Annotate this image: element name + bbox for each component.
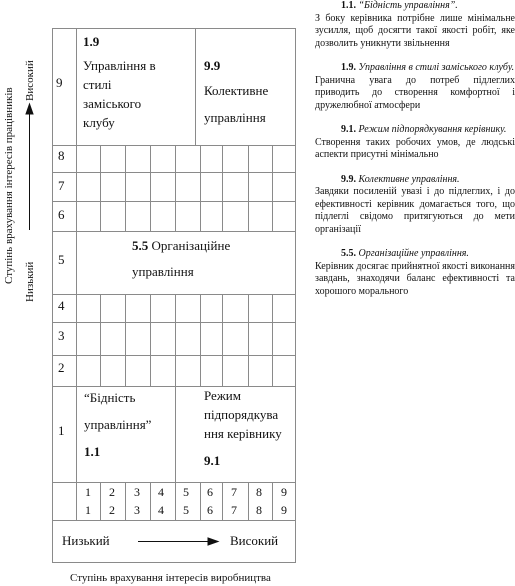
cell-1-9-line3: заміського bbox=[83, 96, 142, 111]
legend-1-1-code: 1.1. bbox=[341, 0, 356, 11]
legend-item-1-1 bbox=[315, 0, 515, 50]
x-axis-low-label: Низький bbox=[62, 533, 110, 548]
x-axis-caption: Ступінь врахування інтересів виробництва bbox=[70, 572, 271, 584]
legend bbox=[315, 0, 515, 310]
x-tick-1a: 1 bbox=[85, 485, 91, 499]
y-label-2: 2 bbox=[58, 360, 65, 375]
y-label-8: 8 bbox=[58, 148, 65, 163]
cell-5-5 bbox=[132, 236, 230, 281]
x-tick-6b: 6 bbox=[207, 503, 213, 517]
legend-9-9-title: Колективне управління. bbox=[358, 173, 460, 185]
legend-5-5-title: Організаційне управління. bbox=[358, 248, 469, 259]
cell-1-9-line4: клубу bbox=[83, 115, 115, 130]
cell-5-5-line2: управління bbox=[132, 264, 194, 279]
y-axis-high-label: Високий bbox=[24, 60, 36, 101]
x-tick-4a: 4 bbox=[158, 485, 164, 499]
x-tick-2b: 2 bbox=[109, 503, 115, 517]
x-tick-3b: 3 bbox=[134, 503, 140, 517]
legend-item-9-9 bbox=[315, 174, 515, 237]
legend-9-1-code: 9.1. bbox=[341, 124, 356, 135]
cell-9-9-line2: управління bbox=[204, 110, 266, 125]
y-label-6: 6 bbox=[58, 207, 65, 222]
legend-1-9-code: 1.9. bbox=[341, 62, 356, 73]
x-tick-9a: 9 bbox=[281, 485, 287, 499]
y-label-7: 7 bbox=[58, 178, 65, 193]
y-axis-caption: Ступінь врахування інтересів працівників bbox=[3, 87, 15, 284]
cell-9-9-line1: Колективне bbox=[204, 83, 269, 98]
legend-item-1-9 bbox=[315, 62, 515, 112]
legend-item-5-5 bbox=[315, 248, 515, 298]
x-tick-8b: 8 bbox=[256, 503, 262, 517]
cell-1-1 bbox=[84, 388, 151, 461]
legend-1-1-title: “Бідність управління”. bbox=[358, 0, 458, 11]
x-tick-7b: 7 bbox=[231, 503, 237, 517]
y-label-4: 4 bbox=[58, 298, 65, 313]
cell-5-5-line1 bbox=[132, 236, 230, 255]
x-tick-5a: 5 bbox=[183, 485, 189, 499]
x-tick-3a: 3 bbox=[134, 485, 140, 499]
legend-item-9-1 bbox=[315, 124, 515, 162]
cell-9-1-line1: Режим bbox=[204, 388, 241, 403]
cell-1-9 bbox=[83, 32, 156, 132]
legend-5-5-code: 5.5. bbox=[341, 248, 356, 259]
x-tick-4b: 4 bbox=[158, 503, 164, 517]
x-tick-1b: 1 bbox=[85, 503, 91, 517]
cell-1-9-line1: Управління в bbox=[83, 58, 156, 73]
x-axis-high-label: Високий bbox=[230, 533, 279, 548]
cell-9-9 bbox=[204, 56, 268, 127]
cell-1-1-line1: “Бідність bbox=[84, 390, 136, 405]
cell-1-1-line2: управління” bbox=[84, 417, 152, 432]
cell-1-9-line2: стилі bbox=[83, 77, 112, 92]
x-axis-arrow bbox=[138, 538, 218, 545]
cell-1-9-code: 1.9 bbox=[83, 34, 100, 49]
cell-9-1 bbox=[204, 386, 282, 470]
legend-9-9-body: Завдяки посиленій увазі і до підлеглих, і до ефективності керівник домагається того, що підлеглі свідомо притягуються до мети організації bbox=[315, 186, 515, 235]
legend-9-1-body: Створення таких робочих умов, де людські аспекти присутні мінімально bbox=[315, 136, 515, 160]
y-label-1: 1 bbox=[58, 423, 65, 438]
legend-9-1-title: Режим підпорядкування керівнику. bbox=[358, 124, 507, 135]
cell-9-1-code: 9.1 bbox=[204, 453, 221, 468]
cell-5-5-code: 5.5 bbox=[132, 238, 149, 253]
y-label-9: 9 bbox=[56, 75, 63, 90]
y-label-5: 5 bbox=[58, 252, 65, 267]
cell-5-5-text1: Організаційне bbox=[151, 238, 231, 253]
legend-1-9-title: Управління в стилі заміського клубу. bbox=[358, 62, 515, 73]
cell-9-9-code: 9.9 bbox=[204, 58, 221, 73]
legend-1-1-body: З боку керівника потрібне лише мінімальне зусилля, щоб досягти такої якості робіт, яке дозволить уникнути звільнення bbox=[315, 12, 515, 49]
cell-9-1-line3: ння керівнику bbox=[204, 426, 282, 441]
x-tick-2a: 2 bbox=[109, 485, 115, 499]
legend-1-9-body: Граничнa увага до потреб підлеглих приводить до створення комфортної і дружелюбної атмосфери bbox=[315, 74, 515, 111]
y-label-3: 3 bbox=[58, 328, 65, 343]
cell-9-1-line2: підпорядкува bbox=[204, 407, 279, 422]
x-tick-5b: 5 bbox=[183, 503, 189, 517]
cell-1-1-code: 1.1 bbox=[84, 444, 101, 459]
x-tick-7a: 7 bbox=[231, 485, 237, 499]
legend-5-5-body: Керівник досягає прийнятної якості виконання завдань, знаходячи баланс ефективності та хорошого морального bbox=[315, 260, 515, 297]
x-tick-9b: 9 bbox=[281, 503, 287, 517]
y-axis-low-label: Низький bbox=[24, 261, 36, 302]
x-tick-8a: 8 bbox=[256, 485, 262, 499]
y-axis-arrow bbox=[26, 104, 33, 230]
x-tick-6a: 6 bbox=[207, 485, 213, 499]
legend-9-9-code: 9.9. bbox=[341, 173, 356, 185]
